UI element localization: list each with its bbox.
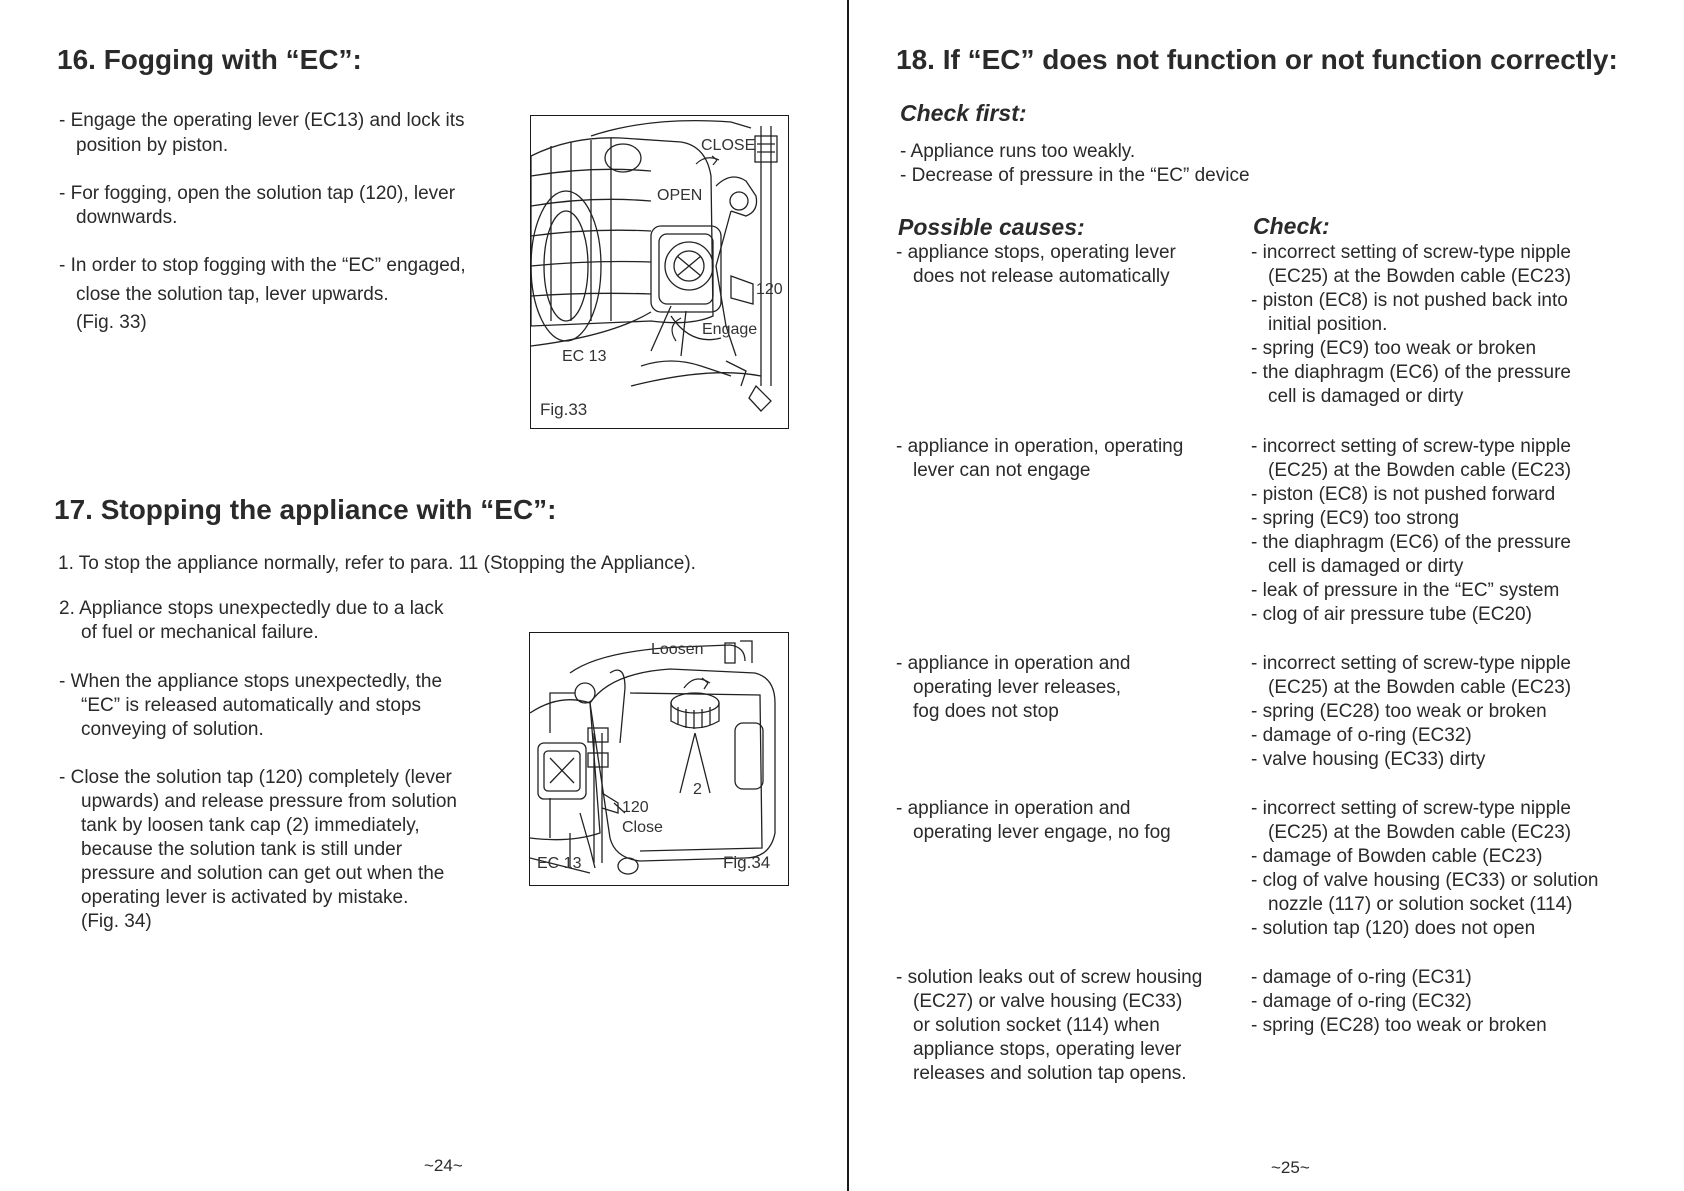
sec16-bullet3-line2: close the solution tap, lever upwards. — [76, 284, 389, 305]
fig33-open-label: OPEN — [657, 187, 703, 204]
sec17-para4-line7: (Fig. 34) — [81, 911, 152, 932]
check-1-line5: - spring (EC9) too weak or broken — [1251, 338, 1537, 359]
cause-5-line1: - solution leaks out of screw housing — [896, 967, 1203, 988]
fig34-120-label: 120 — [622, 799, 649, 816]
check-4-line5: nozzle (117) or solution socket (114) — [1268, 894, 1573, 915]
cause-3 — [896, 652, 1256, 724]
check-3-line3: - spring (EC28) too weak or broken — [1251, 701, 1547, 722]
cause-3-line3: fog does not stop — [913, 701, 1059, 722]
check-1-line4: initial position. — [1268, 314, 1388, 335]
cause-2 — [896, 435, 1256, 483]
check-first-item2: - Decrease of pressure in the “EC” device — [900, 165, 1250, 186]
sec17-para4-line2: upwards) and release pressure from solution — [81, 791, 457, 812]
check-2-line5: - the diaphragm (EC6) of the pressure — [1251, 532, 1571, 553]
sec17-para3-line1: - When the appliance stops unexpectedly, the — [59, 671, 443, 692]
sec17-para1: 1. To stop the appliance normally, refer to para. 11 (Stopping the Appliance). — [58, 553, 696, 574]
cause-1-line2: does not release automatically — [913, 266, 1170, 287]
section-18-title: 18. If “EC” does not function or not function correctly: — [896, 44, 1618, 75]
cause-1 — [896, 241, 1256, 289]
page-number-right: ~25~ — [1271, 1158, 1310, 1177]
fig33-caption: Fig.33 — [540, 400, 588, 419]
check-5-line2: - damage of o-ring (EC32) — [1251, 991, 1472, 1012]
sec16-bullet3-line1: - In order to stop fogging with the “EC” engaged, — [59, 255, 466, 276]
check-1-line7: cell is damaged or dirty — [1268, 386, 1464, 407]
fig33-engage-label: Engage — [702, 321, 758, 338]
check-3 — [1251, 652, 1671, 772]
figure-34-drawing — [530, 633, 788, 885]
cause-5-line5: releases and solution tap opens. — [913, 1063, 1187, 1084]
sec17-para2-line2: of fuel or mechanical failure. — [81, 622, 319, 643]
sec17-para4-line3: tank by loosen tank cap (2) immediately, — [81, 815, 420, 836]
check-first-item1: - Appliance runs too weakly. — [900, 141, 1136, 162]
page-number-left: ~24~ — [424, 1156, 463, 1175]
cause-4-line1: - appliance in operation and — [896, 798, 1131, 819]
section-17-title: 17. Stopping the appliance with “EC”: — [54, 494, 557, 525]
check-4-line4: - clog of valve housing (EC33) or solution — [1251, 870, 1599, 891]
check-1-line6: - the diaphragm (EC6) of the pressure — [1251, 362, 1571, 383]
check-1-line3: - piston (EC8) is not pushed back into — [1251, 290, 1568, 311]
cause-2-line1: - appliance in operation, operating — [896, 436, 1184, 457]
check-3-line4: - damage of o-ring (EC32) — [1251, 725, 1472, 746]
check-3-line2: (EC25) at the Bowden cable (EC23) — [1268, 677, 1572, 698]
fig34-2-label: 2 — [693, 781, 702, 798]
check-2-line4: - spring (EC9) too strong — [1251, 508, 1460, 529]
cause-5-line3: or solution socket (114) when — [913, 1015, 1160, 1036]
sec16-bullet1-line2: position by piston. — [76, 135, 229, 156]
sec16-bullet1-line1: - Engage the operating lever (EC13) and lock its — [59, 110, 465, 131]
check-2-line1: - incorrect setting of screw-type nipple — [1251, 436, 1571, 457]
sec17-para4-line1: - Close the solution tap (120) completely (lever — [59, 767, 452, 788]
sec17-para4-line5: pressure and solution can get out when the — [81, 863, 445, 884]
cause-2-line2: lever can not engage — [913, 460, 1091, 481]
check-2-line6: cell is damaged or dirty — [1268, 556, 1464, 577]
check-4-line3: - damage of Bowden cable (EC23) — [1251, 846, 1543, 867]
fig33-ec13-label: EC 13 — [562, 348, 607, 365]
fig34-loosen-label: Loosen — [651, 641, 704, 658]
sec17-para3-line2: “EC” is released automatically and stops — [81, 695, 422, 716]
cause-4-line2: operating lever engage, no fog — [913, 822, 1171, 843]
fig34-ec13-label: EC 13 — [537, 855, 582, 872]
fig33-close-label: CLOSE — [701, 137, 756, 154]
sec17-para4-line6: operating lever is activated by mistake. — [81, 887, 409, 908]
check-5-line3: - spring (EC28) too weak or broken — [1251, 1015, 1547, 1036]
sec16-bullet3-line3: (Fig. 33) — [76, 312, 147, 333]
cause-4 — [896, 797, 1256, 845]
figure-34 — [529, 632, 789, 886]
cause-5-line2: (EC27) or valve housing (EC33) — [913, 991, 1183, 1012]
cause-3-line2: operating lever releases, — [913, 677, 1122, 698]
check-3-line1: - incorrect setting of screw-type nipple — [1251, 653, 1571, 674]
check-2-line3: - piston (EC8) is not pushed forward — [1251, 484, 1556, 505]
sec16-bullet2-line1: - For fogging, open the solution tap (120), lever — [59, 183, 456, 204]
cause-5-line4: appliance stops, operating lever — [913, 1039, 1182, 1060]
check-4-line2: (EC25) at the Bowden cable (EC23) — [1268, 822, 1572, 843]
check-2-line2: (EC25) at the Bowden cable (EC23) — [1268, 460, 1572, 481]
check-1 — [1251, 241, 1671, 409]
possible-causes-heading: Possible causes: — [898, 214, 1085, 240]
section-16-title: 16. Fogging with “EC”: — [57, 44, 362, 75]
fig33-120-label: 120 — [756, 281, 783, 298]
figure-33-drawing — [531, 116, 788, 428]
check-1-line2: (EC25) at the Bowden cable (EC23) — [1268, 266, 1572, 287]
check-2-line8: - clog of air pressure tube (EC20) — [1251, 604, 1532, 625]
fig34-close-label: Close — [622, 819, 663, 836]
cause-3-line1: - appliance in operation and — [896, 653, 1131, 674]
fig34-caption: Fig.34 — [723, 853, 771, 872]
check-2-line7: - leak of pressure in the “EC” system — [1251, 580, 1560, 601]
page-divider — [847, 0, 849, 1191]
check-2 — [1251, 435, 1671, 627]
sec17-para3-line3: conveying of solution. — [81, 719, 264, 740]
sec16-bullet2-line2: downwards. — [76, 207, 178, 228]
check-5-line1: - damage of o-ring (EC31) — [1251, 967, 1472, 988]
check-first-heading: Check first: — [900, 100, 1027, 126]
sec17-para2-line1: 2. Appliance stops unexpectedly due to a lack — [59, 598, 444, 619]
check-4-line1: - incorrect setting of screw-type nipple — [1251, 798, 1571, 819]
check-4-line6: - solution tap (120) does not open — [1251, 918, 1536, 939]
check-4 — [1251, 797, 1671, 941]
check-5 — [1251, 966, 1671, 1038]
check-3-line5: - valve housing (EC33) dirty — [1251, 749, 1486, 770]
sec17-para4-line4: because the solution tank is still under — [81, 839, 403, 860]
check-1-line1: - incorrect setting of screw-type nipple — [1251, 242, 1571, 263]
cause-5 — [896, 966, 1256, 1086]
figure-33 — [530, 115, 789, 429]
check-heading: Check: — [1253, 213, 1330, 239]
cause-1-line1: - appliance stops, operating lever — [896, 242, 1176, 263]
